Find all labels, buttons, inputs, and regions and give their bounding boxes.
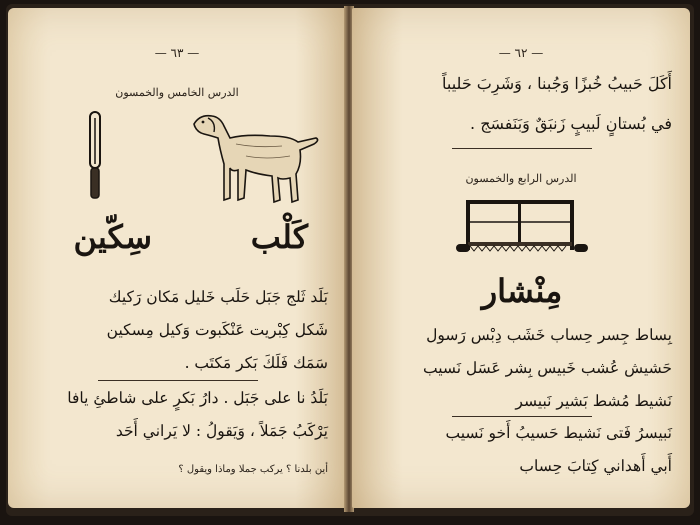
word-knife: سِكّين: [73, 218, 152, 256]
vocab-line-1: بَلَد ثَلج جَبَل حَلَب خَليل مَكان رَكيك: [108, 288, 328, 306]
open-book: [6, 4, 694, 516]
right-page: [352, 8, 690, 508]
top-line-2: في بُستانٍ لَبيبٍ زَنبَقٌ وَبَنَفسَج .: [470, 114, 672, 133]
footer-questions: أين بلدنا ؟ يركب جملا وماذا ويقول ؟: [178, 464, 328, 475]
vocab-line-1-right: بِساط جِسر حِساب خَشَب دِبْس رَسول: [426, 326, 672, 344]
reading-line-2-right: أَبي أَهداني كِتابَ حِساب: [519, 457, 672, 475]
left-page: [8, 8, 346, 508]
word-saw: مِنْشار: [481, 272, 563, 310]
dog-illustration: [186, 108, 326, 208]
lesson-title-right: الدرس الرابع والخمسون: [465, 172, 577, 185]
section-divider-right: [452, 148, 592, 149]
vocab-line-2: شَكل كِبْريت عَنْكَبوت وَكيل مِسكين: [106, 321, 328, 339]
reading-line-1: بَلَدُ نا على جَبَل . دارُ بَكرٍ على شاطئِ يافا: [67, 389, 328, 407]
top-line-1: أَكَلَ حَبيبُ خُبزًا وَجُبنا ، وَشَرِبَ حَليباً: [442, 74, 672, 93]
section-divider-right-2: [452, 416, 592, 417]
lesson-title-left: الدرس الخامس والخمسون: [115, 86, 239, 99]
vocab-line-2-right: حَشيش عُشب خَبيس بِشر عَسَل نَسيب: [422, 359, 672, 377]
saw-illustration: [452, 192, 602, 262]
section-divider-left: [98, 380, 258, 381]
reading-line-2: يَرْكَبُ جَمَلاً ، وَيَقولُ : لا يَراني أَحَد: [115, 422, 328, 440]
page-number-right: — ٦٢ —: [498, 46, 544, 60]
vocab-line-3-right: نَشيط مُشط بَشير نَبيسر: [515, 392, 672, 410]
reading-line-1-right: نَبيسرُ فَتى نَشيط حَسيبُ أَخو نَسيب: [445, 424, 672, 442]
page-number-left: — ٦٣ —: [154, 46, 200, 60]
knife-illustration: [84, 110, 106, 202]
vocab-line-3: سَمَك فَلَكَ بَكر مَكتَب .: [184, 354, 328, 372]
word-dog: كَلْب: [250, 218, 308, 256]
